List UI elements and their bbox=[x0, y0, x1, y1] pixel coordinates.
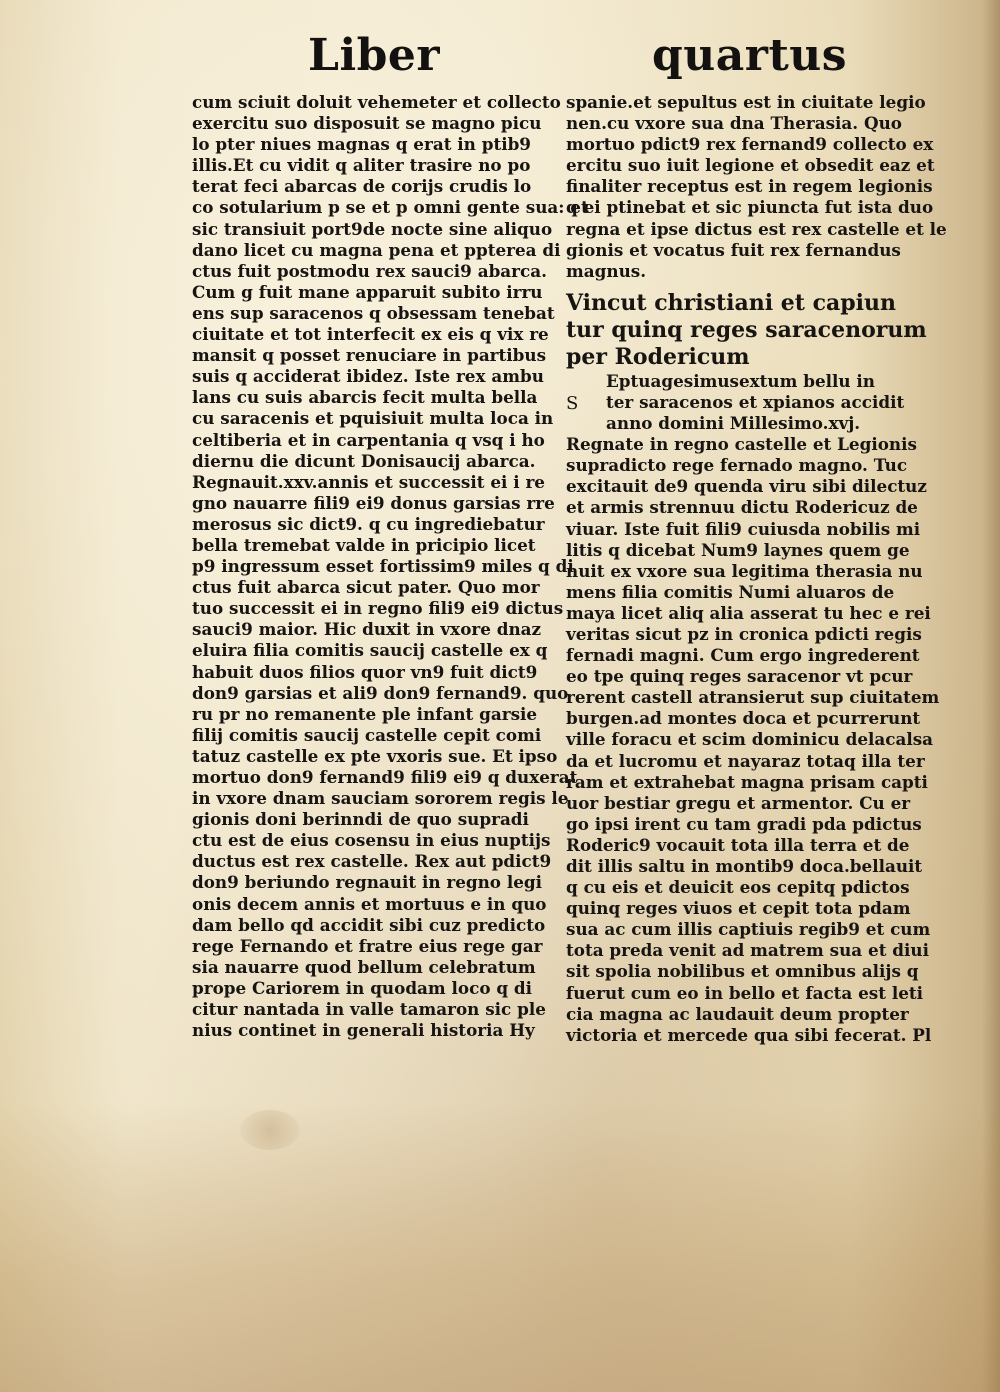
text-line: ram et extrahebat magna prisam capti bbox=[566, 771, 928, 792]
text-line: Eptuagesimusextum bellu in bbox=[606, 370, 875, 391]
right-text-column bbox=[566, 92, 947, 1046]
running-head-left: Liber bbox=[308, 30, 441, 81]
text-line: uor bestiar gregu et armentor. Cu er bbox=[566, 792, 911, 813]
running-head-right: quartus bbox=[652, 30, 848, 81]
text-line: prope Cariorem in quodam loco q di bbox=[192, 977, 533, 998]
text-line: q cu eis et deuicit eos cepitq pdictos bbox=[566, 877, 910, 898]
text-line: dit illis saltu in montib9 doca.bellauit bbox=[566, 856, 923, 876]
text-line: ru pr no remanente ple infant garsie bbox=[192, 703, 538, 724]
text-line: diernu die dicunt Donisaucij abarca. bbox=[192, 450, 536, 471]
text-line: supradicto rege fernado magno. Tuc bbox=[566, 455, 908, 476]
text-line: ductus est rex castelle. Rex aut pdict9 bbox=[192, 851, 552, 872]
text-line: gionis doni berinndi de quo supradi bbox=[192, 809, 529, 830]
text-line: excitauit de9 quenda viru sibi dilectuz bbox=[566, 476, 927, 497]
text-line: tatuz castelle ex pte vxoris sue. Et ipso bbox=[192, 745, 558, 766]
text-line: tur quinq reges saracenorum bbox=[566, 316, 927, 343]
text-line: p9 ingressum esset fortissim9 miles q di bbox=[192, 556, 574, 577]
text-line: ctus fuit postmodu rex sauci9 abarca. bbox=[192, 260, 547, 281]
text-line: et armis strennuu dictu Rodericuz de bbox=[566, 497, 918, 518]
text-line: litis q dicebat Num9 laynes quem ge bbox=[566, 539, 910, 560]
text-line: burgen.ad montes doca et pcurrerunt bbox=[566, 708, 921, 729]
text-line: ctus fuit abarca sicut pater. Quo mor bbox=[192, 577, 540, 598]
text-line: q ei ptinebat et sic piuncta fut ista duo bbox=[566, 197, 934, 218]
text-line: ville foracu et scim dominicu delacalsa bbox=[566, 729, 934, 750]
text-line: rege Fernando et fratre eius rege gar bbox=[192, 935, 543, 956]
text-line: Regnate in regno castelle et Legionis bbox=[566, 434, 917, 455]
text-line: nius continet in generali historia Hy bbox=[192, 1020, 535, 1041]
text-line: ter saracenos et xpianos accidit bbox=[606, 391, 905, 412]
text-line: quinq reges viuos et cepit tota pdam bbox=[566, 898, 911, 919]
text-line: nen.cu vxore sua dna Therasia. Quo bbox=[566, 113, 902, 134]
text-line: veritas sicut pz in cronica pdicti regis bbox=[566, 623, 922, 644]
text-line: sauci9 maior. Hic duxit in vxore dnaz bbox=[192, 619, 542, 640]
text-line: ciuitate et tot interfecit ex eis q vix re bbox=[192, 324, 549, 345]
text-line: don9 garsias et ali9 don9 fernand9. quo bbox=[192, 682, 569, 703]
text-line: tuo successit ei in regno fili9 ei9 dictus bbox=[192, 598, 564, 619]
text-line: bella tremebat valde in pricipio licet bbox=[192, 534, 536, 555]
text-line: finaliter receptus est in regem legionis bbox=[566, 176, 933, 197]
text-line: ctu est de eius cosensu in eius nuptijs bbox=[192, 830, 551, 851]
text-line: fuerut cum eo in bello et facta est leti bbox=[566, 982, 924, 1003]
text-line: onis decem annis et mortuus e in quo bbox=[192, 893, 547, 914]
text-line: go ipsi irent cu tam gradi pda pdictus bbox=[566, 813, 922, 834]
text-line: cu saracenis et pquisiuit multa loca in bbox=[192, 408, 554, 429]
page-gutter-shadow bbox=[982, 0, 1000, 1392]
text-line: lo pter niues magnas q erat in ptib9 bbox=[192, 134, 531, 155]
text-line: tota preda venit ad matrem sua et diui bbox=[566, 940, 929, 961]
text-line: mortuo pdict9 rex fernand9 collecto ex bbox=[566, 134, 934, 155]
text-line: mortuo don9 fernand9 fili9 ei9 q duxerat bbox=[192, 767, 578, 787]
text-line: victoria et mercede qua sibi fecerat. Pl bbox=[566, 1024, 932, 1045]
text-line: co sotularium p se et p omni gente sua: et bbox=[192, 197, 589, 218]
text-line: maya licet aliq alia asserat tu hec e rei bbox=[566, 602, 931, 623]
text-line: magnus. bbox=[566, 260, 647, 281]
text-line: dam bello qd accidit sibi cuz predicto bbox=[192, 914, 546, 935]
text-line: ens sup saracenos q obsessam tenebat bbox=[192, 302, 555, 323]
text-line: dano licet cu magna pena et ppterea di bbox=[192, 239, 561, 260]
right-column-body-text bbox=[566, 434, 940, 1046]
text-line: da et lucromu et nayaraz totaq illa ter bbox=[566, 750, 925, 771]
text-line: sic transiuit port9de nocte sine aliquo bbox=[192, 218, 553, 239]
text-line: merosus sic dict9. q cu ingrediebatur bbox=[192, 513, 545, 534]
text-line: exercitu suo disposuit se magno picu bbox=[192, 113, 542, 134]
text-line: cum sciuit doluit vehemeter et collecto bbox=[192, 92, 561, 112]
text-line: eo tpe quinq reges saracenor vt pcur bbox=[566, 666, 913, 687]
text-line: rerent castell atransierut sup ciuitatem bbox=[566, 687, 940, 708]
text-line: lans cu suis abarcis fecit multa bella bbox=[192, 387, 538, 408]
text-line: don9 beriundo regnauit in regno legi bbox=[192, 872, 543, 893]
text-line: mens filia comitis Numi aluaros de bbox=[566, 581, 895, 602]
text-line: illis.Et cu vidit q aliter trasire no po bbox=[192, 155, 531, 176]
chapter-opening bbox=[566, 371, 910, 434]
text-line: eluira filia comitis saucij castelle ex q bbox=[192, 640, 548, 661]
text-line: cia magna ac laudauit deum propter bbox=[566, 1003, 909, 1024]
text-line: per Rodericum bbox=[566, 343, 750, 370]
text-line: Regnauit.xxv.annis et successit ei i re bbox=[192, 471, 545, 492]
text-line: Vincut christiani et capiun bbox=[566, 289, 896, 316]
text-line: mansit q posset renuciare in partibus bbox=[192, 345, 547, 366]
text-line: habuit duos filios quor vn9 fuit dict9 bbox=[192, 661, 538, 682]
text-line: citur nantada in valle tamaron sic ple bbox=[192, 999, 546, 1020]
text-line: sia nauarre quod bellum celebratum bbox=[192, 956, 536, 977]
text-line: in vxore dnam sauciam sororem regis le bbox=[192, 788, 569, 809]
text-line: gionis et vocatus fuit rex fernandus bbox=[566, 239, 901, 260]
text-line: filij comitis saucij castelle cepit comi bbox=[192, 724, 542, 745]
text-line: suis q acciderat ibidez. Iste rex ambu bbox=[192, 366, 544, 387]
text-line: Cum g fuit mane apparuit subito irru bbox=[192, 281, 543, 302]
text-line: spanie.et sepultus est in ciuitate legio bbox=[566, 92, 926, 112]
text-line: gno nauarre fili9 ei9 donus garsias rre bbox=[192, 492, 555, 513]
chapter-heading bbox=[566, 289, 927, 371]
text-line: Roderic9 vocauit tota illa terra et de bbox=[566, 834, 910, 855]
text-line: fernadi magni. Cum ergo ingrederent bbox=[566, 645, 920, 666]
text-line: terat feci abarcas de corijs crudis lo bbox=[192, 176, 532, 197]
text-line: sua ac cum illis captiuis regib9 et cum bbox=[566, 919, 931, 940]
text-line: nuit ex vxore sua legitima therasia nu bbox=[566, 560, 923, 581]
text-line: sit spolia nobilibus et omnibus alijs q bbox=[566, 961, 919, 982]
text-line: viuar. Iste fuit fili9 cuiusda nobilis mi bbox=[566, 518, 921, 539]
paper-stain bbox=[240, 1110, 300, 1150]
text-line: anno domini Millesimo.xvj. bbox=[606, 413, 861, 434]
text-line: regna et ipse dictus est rex castelle et le bbox=[566, 218, 947, 239]
text-line: celtiberia et in carpentania q vsq i ho bbox=[192, 429, 545, 450]
left-text-column bbox=[192, 92, 589, 1041]
right-column-top-text bbox=[566, 92, 947, 282]
initial-letter: S bbox=[566, 392, 579, 414]
indented-lines bbox=[566, 371, 910, 434]
text-line: ercitu suo iuit legione et obsedit eaz et bbox=[566, 155, 935, 176]
